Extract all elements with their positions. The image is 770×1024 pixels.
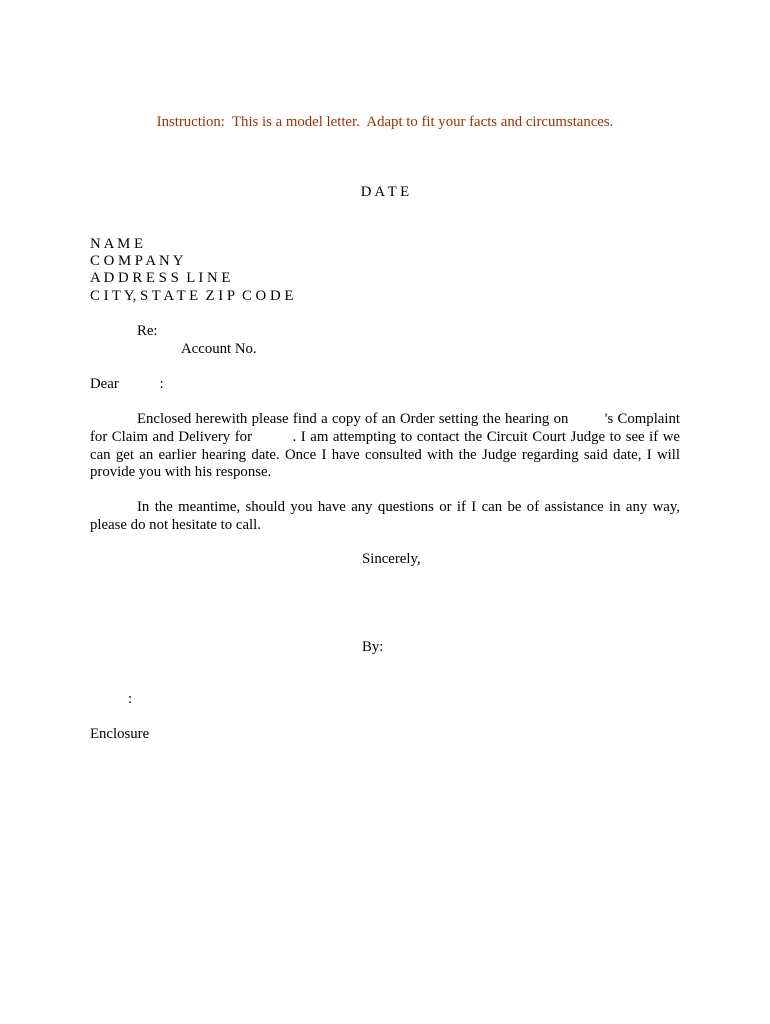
reference-label: Re: [137, 322, 158, 339]
salutation [90, 376, 164, 393]
blank-field [257, 440, 293, 441]
body-paragraph-2-line-2: please do not hesitate to call. [90, 516, 261, 533]
letter-date: D A T E [360, 183, 410, 200]
body-paragraph-1-line-2 [90, 429, 680, 446]
body-text: for Claim and Delivery for [90, 428, 252, 445]
body-paragraph-1-line-4: provide you with his response. [90, 463, 272, 480]
body-text: 's Complaint [604, 410, 680, 427]
signature-by: By: [362, 638, 384, 655]
recipient-company: C O M P A N Y [90, 252, 184, 269]
body-paragraph-1-line-1 [137, 411, 680, 428]
initials-colon: : [128, 690, 133, 707]
salutation-greeting: Dear [90, 375, 119, 392]
body-paragraph-1-line-3: can get an earlier hearing date. Once I have consulted with the Judge regarding said date, I will [90, 446, 680, 463]
blank-field [573, 422, 605, 423]
enclosure-note: Enclosure [90, 725, 150, 742]
recipient-address: A D D R E S S L I N E [90, 269, 231, 286]
salutation-colon: : [159, 375, 164, 392]
body-text: . I am attempting to contact the Circuit Court Judge to see if we [292, 428, 681, 445]
closing: Sincerely, [362, 550, 421, 567]
recipient-name: N A M E [90, 235, 144, 252]
instruction-note: Instruction: This is a model letter. Adapt to fit your facts and circumstances. [156, 113, 614, 130]
account-number-label: Account No. [181, 340, 257, 357]
body-text: Enclosed herewith please find a copy of an Order setting the hearing on [137, 410, 569, 427]
body-paragraph-2-line-1: In the meantime, should you have any questions or if I can be of assistance in any way, [137, 498, 680, 515]
recipient-city-state-zip: C I T Y, S T A T E Z I P C O D E [90, 287, 294, 304]
blank-field [122, 387, 159, 388]
